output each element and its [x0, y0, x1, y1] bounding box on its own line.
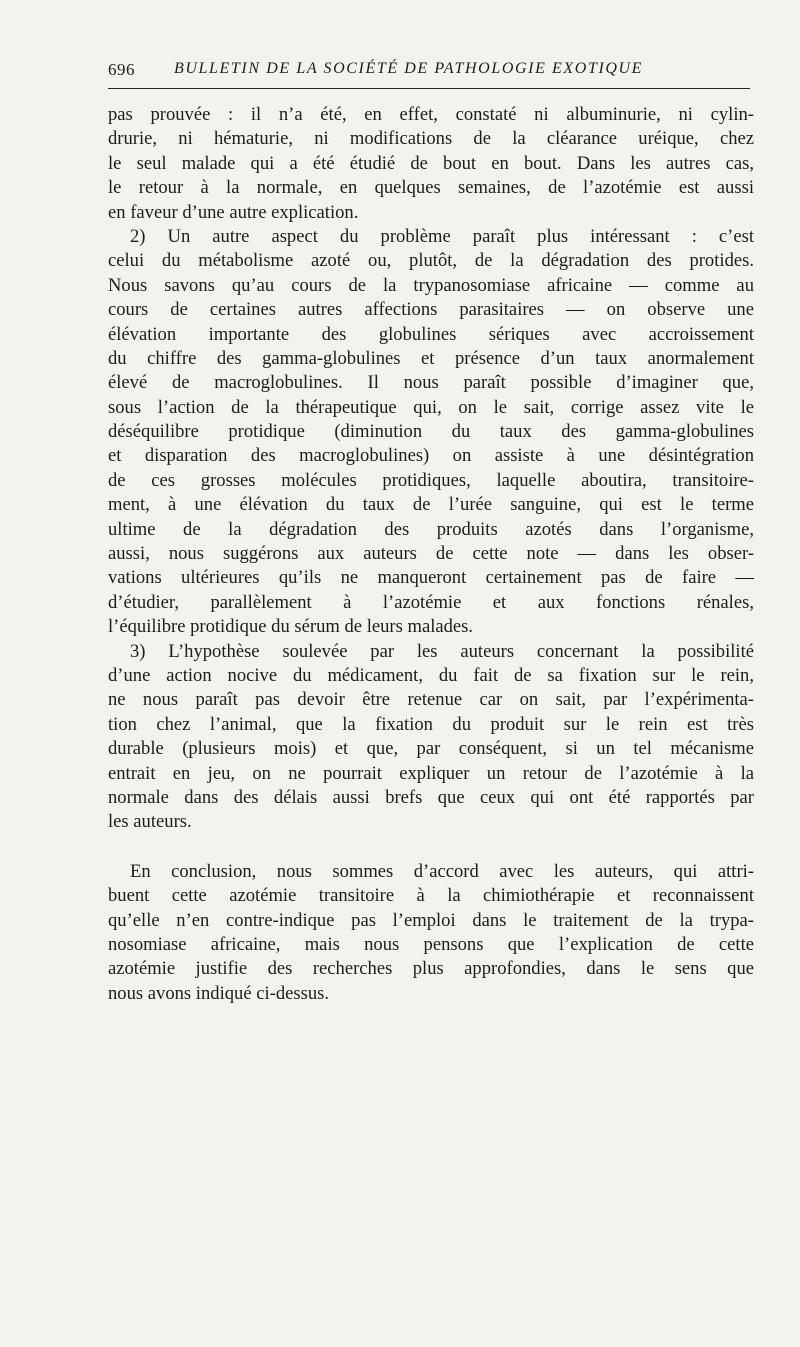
text-line: sous l’action de la thérapeutique qui, on le sait, corrige assez vite le	[108, 396, 754, 418]
text-line: vations ultérieures qu’ils ne manqueront certainement pas de faire —	[108, 567, 754, 589]
text-line: 3) L’hypothèse soulevée par les auteurs concernant la possibilité	[130, 640, 754, 662]
paragraph-point-3	[108, 640, 754, 835]
text-line: buent cette azotémie transitoire à la chimiothérapie et reconnaissent	[108, 885, 754, 907]
text-line: nosomiase africaine, mais nous pensons que l’explication de cette	[108, 933, 754, 955]
text-line: 2) Un autre aspect du problème paraît plus intéressant : c’est	[130, 225, 754, 247]
text-line: durable (plusieurs mois) et que, par conséquent, si un tel mécanisme	[108, 738, 754, 760]
page-number: 696	[108, 60, 135, 79]
text-line: azotémie justifie des recherches plus approfondies, dans le sens que	[108, 958, 754, 980]
text-line: celui du métabolisme azoté ou, plutôt, de la dégradation des protides.	[108, 250, 754, 272]
text-line: les auteurs.	[108, 811, 192, 833]
running-title: BULLETIN DE LA SOCIÉTÉ DE PATHOLOGIE EXOTIQUE	[174, 60, 644, 77]
text-line: l’équilibre protidique du sérum de leurs malades.	[108, 616, 474, 638]
text-line: élevé de macroglobulines. Il nous paraît possible d’imaginer que,	[108, 372, 754, 394]
text-line: déséquilibre protidique (diminution du taux des gamma-globulines	[108, 421, 754, 443]
paragraph-conclusion	[108, 860, 754, 1006]
text-line: aussi, nous suggérons aux auteurs de cette note — dans les obser-	[108, 543, 754, 565]
paragraph-gap	[108, 835, 754, 860]
text-line: d’étudier, parallèlement à l’azotémie et aux fonctions rénales,	[108, 591, 754, 613]
text-line: élévation importante des globulines sériques avec accroissement	[108, 323, 754, 345]
text-line: et disparation des macroglobulines) on assiste à une désintégration	[108, 445, 754, 467]
text-line: entrait en jeu, on ne pourrait expliquer un retour de l’azotémie à la	[108, 762, 754, 784]
text-line: qu’elle n’en contre-indique pas l’emploi dans le traitement de la trypa-	[108, 909, 754, 931]
paragraph-continuation	[108, 103, 754, 225]
text-line: du chiffre des gamma-globulines et présence d’un taux anormalement	[108, 347, 754, 369]
text-line: le retour à la normale, en quelques semaines, de l’azotémie est aussi	[108, 177, 754, 199]
text-line: nous avons indiqué ci-dessus.	[108, 982, 330, 1004]
paragraph-point-2	[108, 225, 754, 640]
text-line: En conclusion, nous sommes d’accord avec les auteurs, qui attri-	[130, 860, 754, 882]
text-line: d’une action nocive du médicament, du fait de sa fixation sur le rein,	[108, 664, 754, 686]
text-line: ment, à une élévation du taux de l’urée sanguine, qui est le terme	[108, 494, 754, 516]
text-line: drurie, ni hématurie, ni modifications de la cléarance uréique, chez	[108, 128, 754, 150]
page-header	[108, 58, 750, 84]
text-line: normale dans des délais aussi brefs que ceux qui ont été rapportés par	[108, 786, 754, 808]
text-line: ne nous paraît pas devoir être retenue car on sait, par l’expérimenta-	[108, 689, 754, 711]
text-line: tion chez l’animal, que la fixation du produit sur le rein est très	[108, 713, 754, 735]
text-line: de ces grosses molécules protidiques, laquelle aboutira, transitoire-	[108, 469, 754, 491]
text-line: le seul malade qui a été étudié de bout en bout. Dans les autres cas,	[108, 152, 754, 174]
text-line: cours de certaines autres affections parasitaires — on observe une	[108, 299, 754, 321]
text-line: Nous savons qu’au cours de la trypanosomiase africaine — comme au	[108, 274, 754, 296]
header-rule	[108, 88, 750, 89]
text-line: en faveur d’une autre explication.	[108, 201, 359, 223]
article-body	[108, 103, 754, 1006]
text-line: pas prouvée : il n’a été, en effet, constaté ni albuminurie, ni cylin-	[108, 104, 754, 125]
text-line: ultime de la dégradation des produits azotés dans l’organisme,	[108, 518, 754, 540]
